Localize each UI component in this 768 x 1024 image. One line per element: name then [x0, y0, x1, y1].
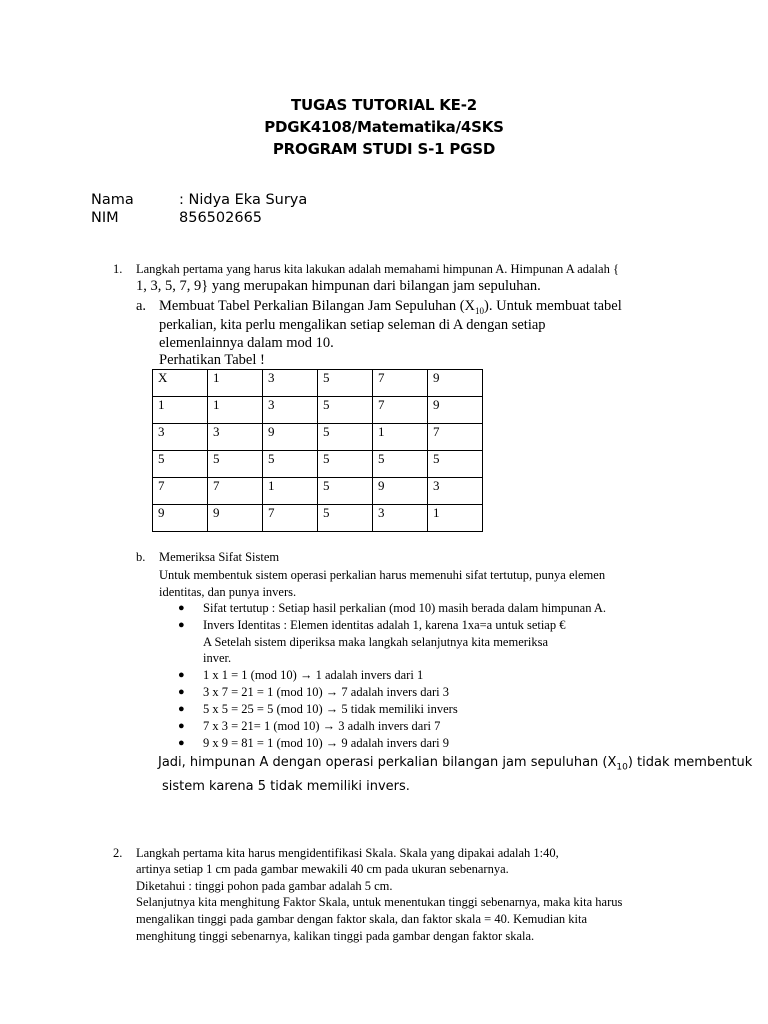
table-cell: 9: [263, 424, 318, 451]
table-cell: 5: [208, 451, 263, 478]
q1a-line3: elemenlainnya dalam mod 10.: [159, 335, 334, 351]
table-cell: 9: [153, 505, 208, 532]
table-cell: 1: [427, 505, 482, 532]
q2-number: 2.: [113, 846, 123, 860]
q1a-line1: Membuat Tabel Perkalian Bilangan Jam Sepuluhan $(X_{10})$. Untuk membuat tabel: [159, 298, 622, 316]
bullet-item: 9 x 9 = 81 = 1 (mod 10) → 9 adalah invers dari 9: [203, 736, 449, 750]
table-cell: 5: [318, 478, 373, 505]
table-cell: 3: [263, 370, 318, 397]
table-cell: 7: [427, 424, 482, 451]
q2-line6: menghitung tinggi sebenarnya, kalikan tinggi pada gambar dengan faktor skala.: [136, 929, 535, 943]
table-cell: 5: [427, 451, 482, 478]
table-cell: 5: [318, 370, 373, 397]
q2-line4: Selanjutnya kita menghitung Faktor Skala, untuk menentukan tinggi sebenarnya, maka kita harus: [136, 895, 623, 909]
table-cell: 7: [373, 397, 428, 424]
q1b-title: Memeriksa Sifat Sistem: [159, 550, 280, 564]
bullet-dot: ●: [178, 737, 185, 749]
table-cell: 5: [153, 451, 208, 478]
bullet-item: 7 x 3 = 21= 1 (mod 10) → 3 adalh invers dari 7: [203, 719, 441, 733]
q2-line3: Diketahui : tinggi pohon pada gambar adalah 5 cm.: [136, 879, 393, 893]
bullet-dot: ●: [178, 602, 185, 614]
table-cell: 7: [263, 505, 318, 532]
table-cell: 1: [153, 397, 208, 424]
q1a-line4: Perhatikan Tabel !: [159, 352, 265, 368]
table-cell: 3: [263, 397, 318, 424]
q1a-line2: perkalian, kita perlu mengalikan setiap seleman di A dengan setiap: [159, 317, 546, 333]
bullet-item: Invers Identitas : Elemen identitas adalah 1, karena 1xa=a untuk setiap €: [203, 618, 566, 632]
table-cell: 5: [318, 451, 373, 478]
bullet-item: 5 x 5 = 25 = 5 (mod 10) → 5 tidak memiliki invers: [203, 702, 458, 716]
table-cell: 5: [318, 397, 373, 424]
table-cell: 9: [427, 397, 482, 424]
bullet-dot: ●: [178, 669, 185, 681]
table-cell: 3: [153, 424, 208, 451]
table-cell: 1: [263, 478, 318, 505]
nim-value: 856502665: [179, 210, 263, 226]
q2-line1: Langkah pertama kita harus mengidentifikasi Skala. Skala yang dipakai adalah 1:40,: [136, 846, 559, 860]
table-row: [153, 424, 483, 451]
table-cell: 9: [373, 478, 428, 505]
table-cell: 5: [263, 451, 318, 478]
table-row: [153, 478, 483, 505]
table-cell: 3: [427, 478, 482, 505]
table-cell: 3: [208, 424, 263, 451]
table-cell: 9: [427, 370, 482, 397]
multiplication-table: [152, 369, 483, 532]
program-name: PROGRAM STUDI S-1 PGSD: [272, 140, 496, 158]
q2-line2: artinya setiap 1 cm pada gambar mewakili 40 cm pada ukuran sebenarnya.: [136, 862, 509, 876]
bullet-cont1: A Setelah sistem diperiksa maka langkah selanjutnya kita memeriksa: [203, 635, 549, 649]
q1b-intro1: Untuk membentuk sistem operasi perkalian harus memenuhi sifat tertutup, punya elemen: [159, 568, 606, 582]
table-row: [153, 451, 483, 478]
name-value: : Nidya Eka Surya: [179, 192, 308, 208]
nim-label: NIM: [91, 210, 119, 226]
q1b-marker: b.: [136, 550, 146, 564]
table-cell: 1: [208, 370, 263, 397]
table-cell: 7: [153, 478, 208, 505]
bullet-item: 1 x 1 = 1 (mod 10) → 1 adalah invers dari 1: [203, 668, 424, 682]
q1-line1: Langkah pertama yang harus kita lakukan adalah memahami himpunan A. Himpunan A adalah {: [136, 262, 619, 276]
table-cell: 7: [373, 370, 428, 397]
bullet-dot: ●: [178, 703, 185, 715]
q1a-marker: a.: [136, 298, 147, 314]
bullet-dot: ●: [178, 686, 185, 698]
name-label: Nama: [91, 192, 134, 208]
table-row: [153, 505, 483, 532]
bullet-item: Sifat tertutup : Setiap hasil perkalian (mod 10) masih berada dalam himpunan A.: [203, 601, 607, 615]
q1-number: 1.: [113, 262, 123, 276]
table-cell: 5: [318, 505, 373, 532]
bullet-cont2: inver.: [203, 651, 232, 665]
table-header-row: [153, 370, 483, 397]
table-row: [153, 397, 483, 424]
table-cell: 7: [208, 478, 263, 505]
q1-conclusion: Jadi, himpunan A dengan operasi perkalian bilangan jam sepuluhan $(X_{10})$ tidak membentuk: [158, 755, 753, 773]
table-cell: X: [153, 370, 208, 397]
table-cell: 9: [208, 505, 263, 532]
q2-line5: mengalikan tinggi pada gambar dengan faktor skala, dan faktor skala = 40. Kemudian kita: [136, 912, 588, 926]
bullet-dot: ●: [178, 619, 185, 631]
table-cell: 1: [208, 397, 263, 424]
table-cell: 5: [318, 424, 373, 451]
course-code: PDGK4108/Matematika/4SKS: [264, 118, 504, 136]
doc-title: TUGAS TUTORIAL KE-2: [290, 96, 477, 114]
table-cell: 5: [373, 451, 428, 478]
bullet-dot: ●: [178, 720, 185, 732]
q1-line2: 1, 3, 5, 7, 9} yang merupakan himpunan dari bilangan jam sepuluhan.: [136, 278, 541, 294]
q1b-intro2: identitas, dan punya invers.: [159, 585, 297, 599]
table-cell: 3: [373, 505, 428, 532]
bullet-item: 3 x 7 = 21 = 1 (mod 10) → 7 adalah invers dari 3: [203, 685, 449, 699]
table-cell: 1: [373, 424, 428, 451]
q1-conclusion2: sistem karena 5 tidak memiliki invers.: [162, 779, 410, 794]
